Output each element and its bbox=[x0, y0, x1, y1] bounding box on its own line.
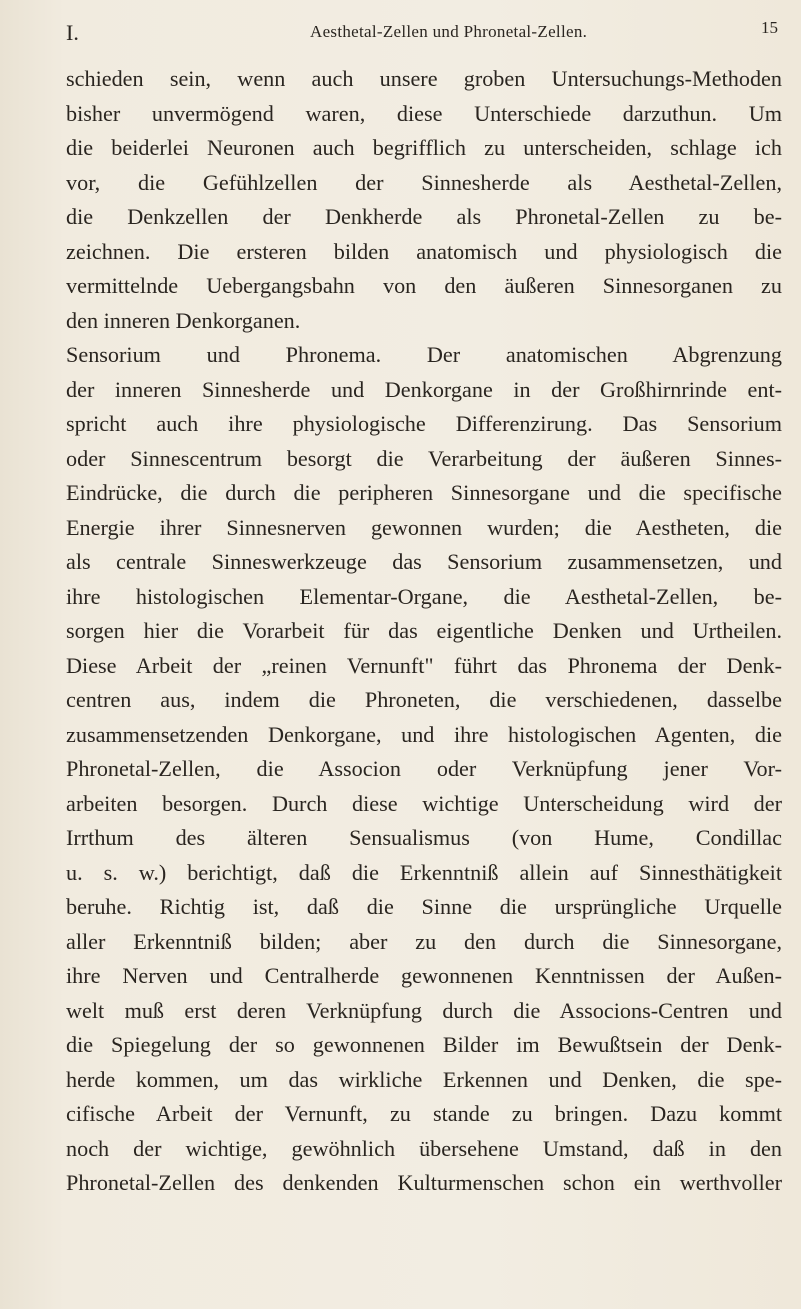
text-line: ihre Nerven und Centralherde gewonnenen Kenntnissen der Außen- bbox=[66, 963, 782, 988]
text-line: beruhe. Richtig ist, daß die Sinne die ursprüngliche Urquelle bbox=[66, 894, 782, 919]
text-line: die Spiegelung der so gewonnenen Bilder im Bewußtsein der Denk- bbox=[66, 1032, 782, 1057]
text-line: Phronetal-Zellen des denkenden Kulturmenschen schon ein werthvoller bbox=[66, 1170, 782, 1195]
section-number: I. bbox=[66, 20, 79, 45]
text-line: herde kommen, um das wirkliche Erkennen und Denken, die spe- bbox=[66, 1066, 782, 1092]
text-line: zusammensetzenden Denkorgane, und ihre histologischen Agenten, die bbox=[66, 721, 782, 747]
text-line: als centrale Sinneswerkzeuge das Sensorium zusammensetzen, und bbox=[66, 549, 782, 574]
text-line: Eindrücke, die durch die peripheren Sinnesorgane und die specifische bbox=[66, 480, 782, 505]
text-line: arbeiten besorgen. Durch diese wichtige Unterscheidung wird der bbox=[66, 790, 782, 816]
text-line: zeichnen. Die ersteren bilden anatomisch und physiologisch die bbox=[66, 238, 782, 264]
text-line: spricht auch ihre physiologische Differenzirung. Das Sensorium bbox=[66, 411, 782, 436]
running-header bbox=[66, 8, 778, 48]
text-line: vor, die Gefühlzellen der Sinnesherde als Aesthetal-Zellen, bbox=[66, 169, 782, 195]
text-line: Sensorium und Phronema. Der anatomischen Abgrenzung bbox=[66, 342, 782, 367]
text-line: die Denkzellen der Denkherde als Phronetal-Zellen zu be- bbox=[66, 204, 782, 229]
text-line: Irrthum des älteren Sensualismus (von Hume, Condillac bbox=[66, 825, 782, 850]
text-line: welt muß erst deren Verknüpfung durch die Associons-Centren und bbox=[66, 997, 782, 1023]
page-number: 15 bbox=[761, 18, 778, 37]
text-line: bisher unvermögend waren, diese Unterschiede darzuthun. Um bbox=[66, 100, 782, 126]
text-line: cifische Arbeit der Vernunft, zu stande zu bringen. Dazu kommt bbox=[66, 1101, 782, 1126]
text-line: oder Sinnescentrum besorgt die Verarbeitung der äußeren Sinnes- bbox=[66, 445, 782, 471]
text-line: Energie ihrer Sinnesnerven gewonnen wurden; die Aestheten, die bbox=[66, 514, 782, 540]
text-line: den inneren Denkorganen. bbox=[66, 307, 301, 333]
text-line: ihre histologischen Elementar-Organe, die Aesthetal-Zellen, be- bbox=[66, 583, 782, 609]
text-line: die beiderlei Neuronen auch begrifflich zu unterscheiden, schlage ich bbox=[66, 135, 782, 160]
text-line: schieden sein, wenn auch unsere groben Untersuchungs-Methoden bbox=[66, 66, 782, 91]
text-line: centren aus, indem die Phroneten, die verschiedenen, dasselbe bbox=[66, 687, 782, 712]
text-line: vermittelnde Uebergangsbahn von den äußeren Sinnesorganen zu bbox=[66, 273, 782, 298]
text-line: sorgen hier die Vorarbeit für das eigentliche Denken und Urtheilen. bbox=[66, 618, 782, 643]
text-line: der inneren Sinnesherde und Denkorgane in der Großhirnrinde ent- bbox=[66, 376, 782, 402]
running-title: Aesthetal-Zellen und Phronetal-Zellen. bbox=[310, 22, 588, 41]
text-line: u. s. w.) berichtigt, daß die Erkenntniß allein auf Sinnesthätigkeit bbox=[66, 859, 782, 885]
text-line: Phronetal-Zellen, die Associon oder Verknüpfung jener Vor- bbox=[66, 756, 782, 781]
text-line: aller Erkenntniß bilden; aber zu den durch die Sinnesorgane, bbox=[66, 928, 782, 954]
text-line: Diese Arbeit der „reinen Vernunft" führt das Phronema der Denk- bbox=[66, 652, 782, 678]
body-text bbox=[66, 62, 782, 1201]
text-line: noch der wichtige, gewöhnlich übersehene Umstand, daß in den bbox=[66, 1135, 782, 1161]
